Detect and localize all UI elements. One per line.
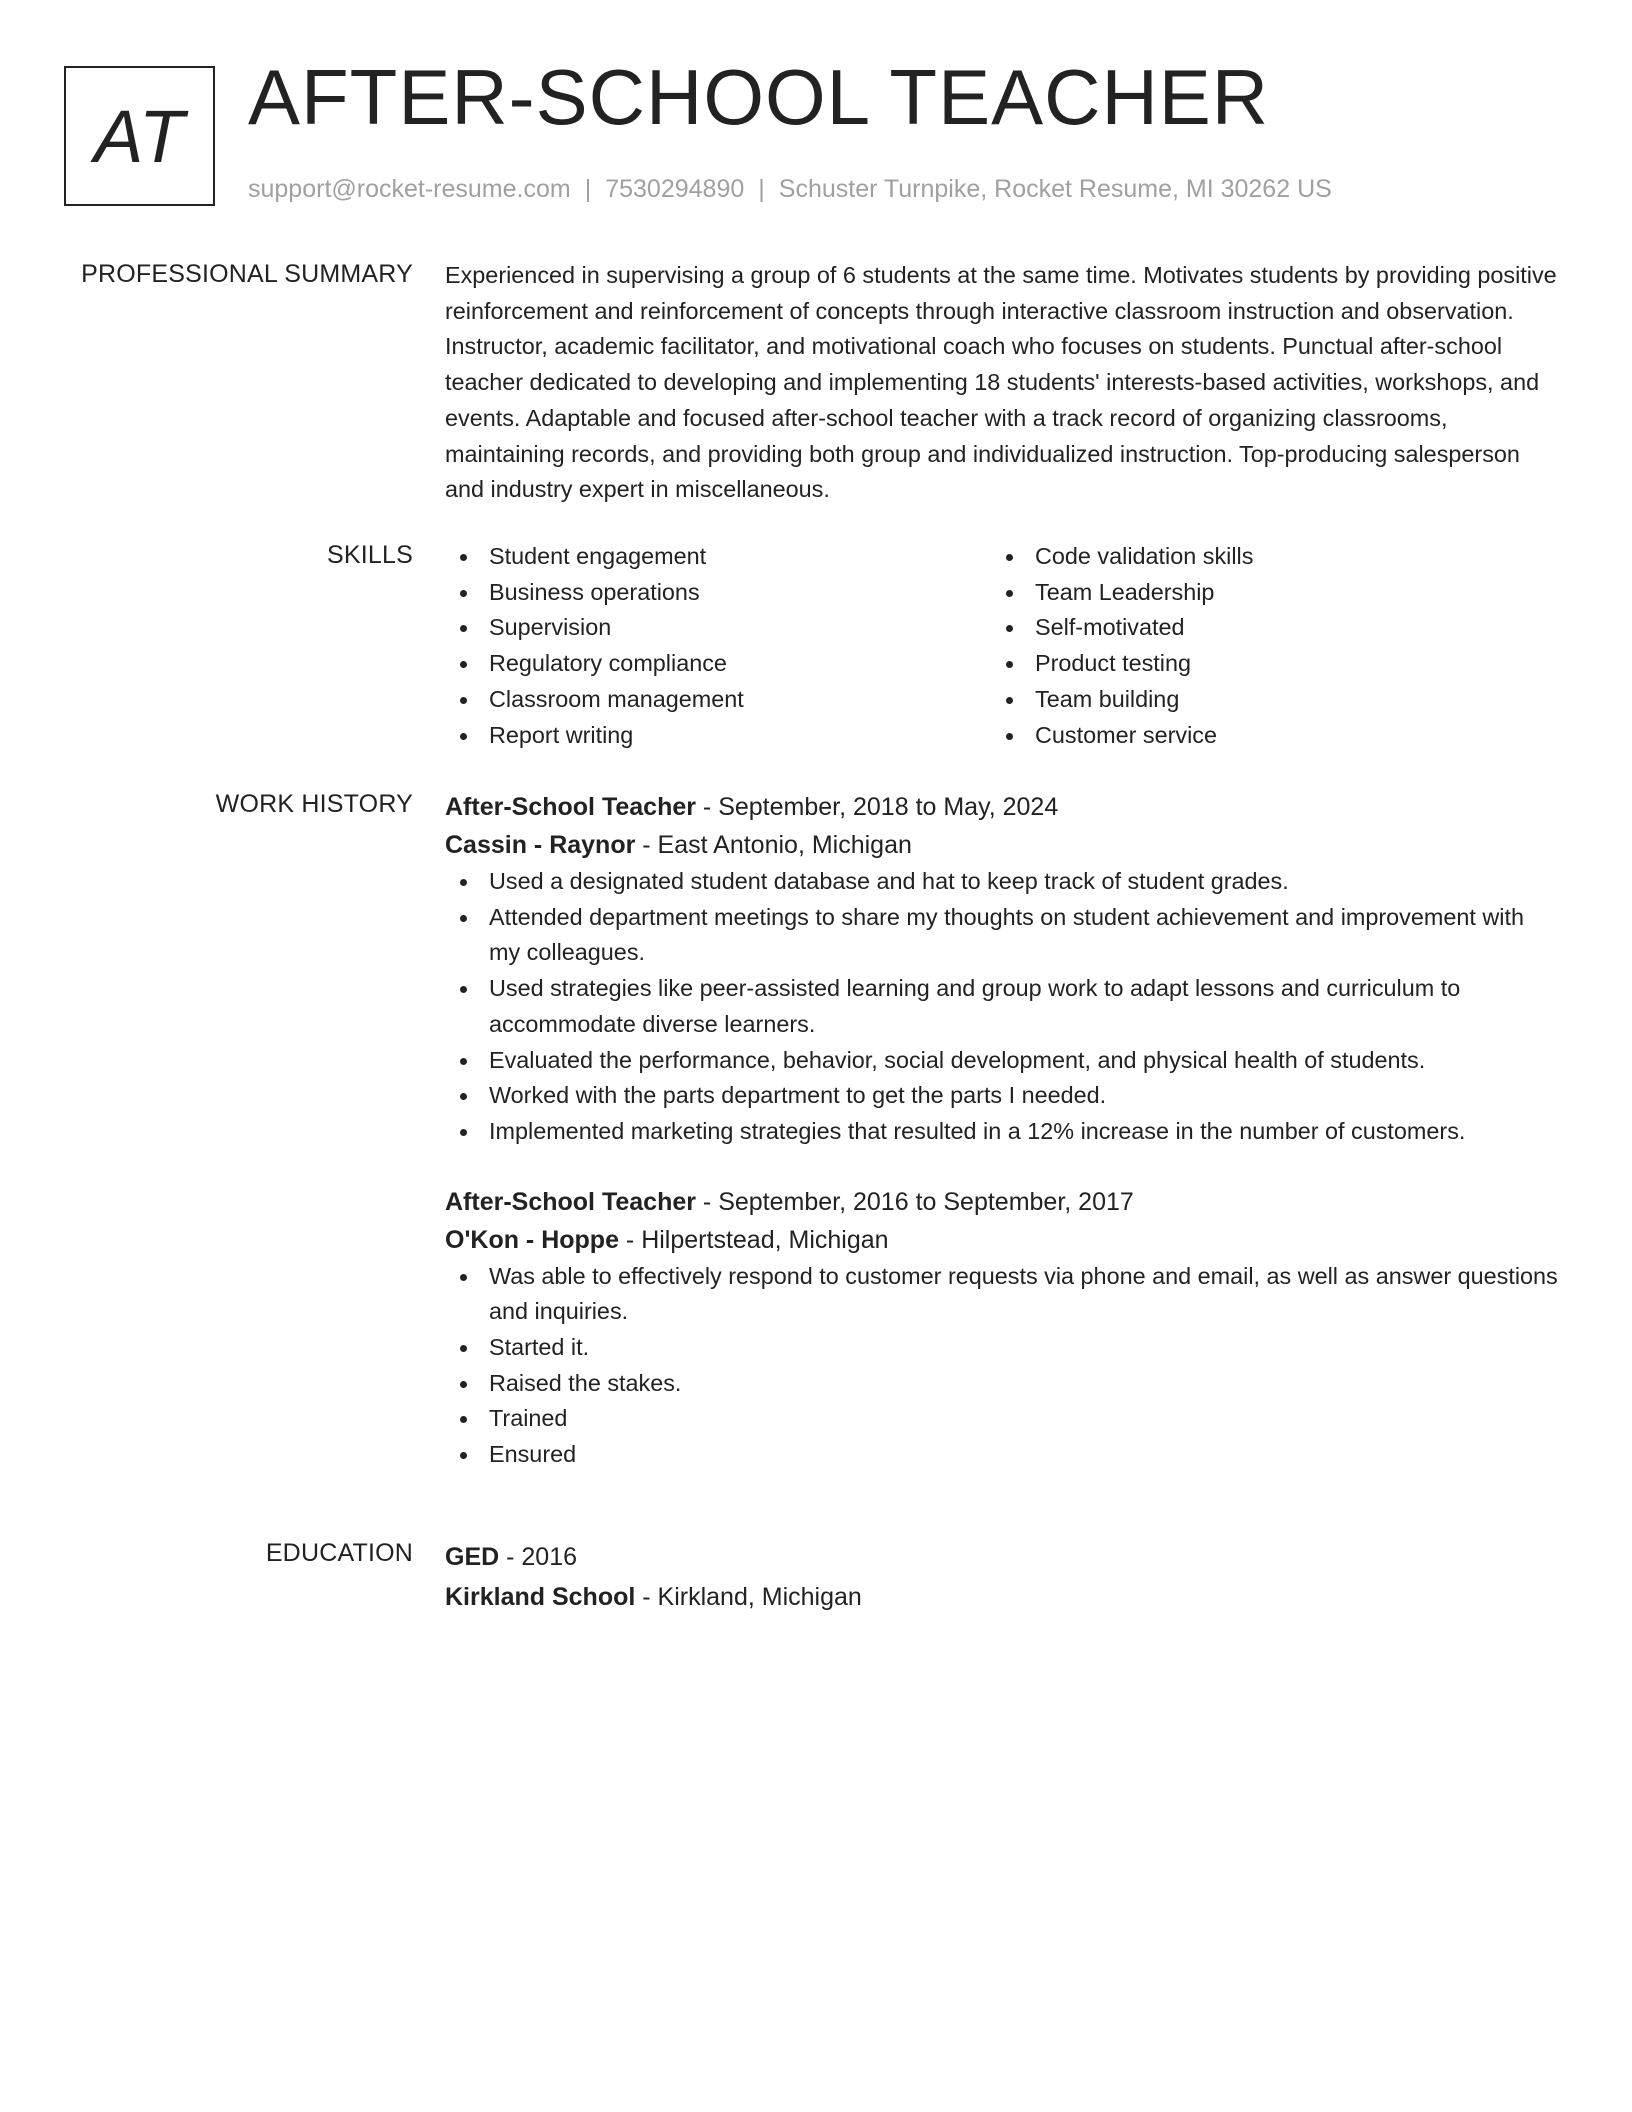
contact-separator: | [758, 175, 765, 203]
education-body [445, 1537, 1560, 1617]
job-title-line [445, 788, 1560, 826]
skills-body [445, 539, 1560, 753]
job-company: Cassin - Raynor [445, 831, 636, 859]
job-bullet-list [445, 864, 1560, 1150]
job-bullet: Used a designated student database and hat to keep track of student grades. [445, 864, 1560, 900]
education-heading: EDUCATION [265, 1539, 413, 1567]
skill-item: Regulatory compliance [445, 646, 991, 682]
skills-list-left [445, 539, 991, 753]
summary-body [445, 258, 1560, 508]
skill-item: Report writing [445, 718, 991, 754]
resume-name: AFTER-SCHOOL TEACHER [248, 53, 1270, 141]
job-title: After-School Teacher [445, 1187, 696, 1216]
skill-item: Code validation skills [991, 539, 1537, 575]
job-dates: - September, 2016 to September, 2017 [695, 1187, 1134, 1216]
job-bullet: Implemented marketing strategies that resulted in a 12% increase in the number of customers. [445, 1114, 1560, 1150]
work-history-heading: WORK HISTORY [215, 790, 413, 818]
education-degree: GED [445, 1543, 500, 1571]
skill-item: Customer service [991, 718, 1537, 754]
job-entry [445, 788, 1560, 1150]
contact-separator: | [584, 175, 592, 203]
job-bullet: Attended department meetings to share my thoughts on student achievement and improvement with my colleagues. [445, 900, 1560, 971]
job-bullet: Ensured [445, 1437, 1560, 1473]
skill-item: Supervision [445, 610, 991, 646]
skills-list-right [991, 539, 1537, 753]
skill-item: Product testing [991, 646, 1537, 682]
skill-item: Team Leadership [991, 575, 1537, 611]
skills-heading: SKILLS [327, 541, 413, 569]
job-bullet: Raised the stakes. [445, 1366, 1560, 1402]
job-location: - Hilpertstead, Michigan [618, 1225, 889, 1254]
contact-line [248, 175, 1332, 204]
skill-item: Classroom management [445, 682, 991, 718]
job-bullet: Started it. [445, 1330, 1560, 1366]
contact-email: support@rocket-resume.com [248, 175, 571, 203]
monogram-box [64, 66, 215, 206]
job-bullet: Trained [445, 1401, 1560, 1437]
job-title-line [445, 1183, 1560, 1221]
skill-item: Team building [991, 682, 1537, 718]
job-location: - East Antonio, Michigan [635, 831, 912, 859]
job-bullet: Was able to effectively respond to customer requests via phone and email, as well as answer questions and inquiries. [445, 1259, 1560, 1330]
education-location: - Kirkland, Michigan [635, 1583, 862, 1611]
skill-item: Student engagement [445, 539, 991, 575]
job-company: O'Kon - Hoppe [445, 1225, 619, 1254]
contact-phone: 7530294890 [605, 175, 745, 203]
job-bullet: Worked with the parts department to get the parts I needed. [445, 1078, 1560, 1114]
job-title: After-School Teacher [445, 793, 696, 821]
skill-item: Business operations [445, 575, 991, 611]
skill-item: Self-motivated [991, 610, 1537, 646]
job-entry [445, 1183, 1560, 1473]
education-degree-line [445, 1537, 1560, 1577]
summary-heading: PROFESSIONAL SUMMARY [81, 260, 413, 288]
job-bullet: Evaluated the performance, behavior, social development, and physical health of students. [445, 1043, 1560, 1079]
education-school: Kirkland School [445, 1583, 636, 1611]
work-history-body [445, 788, 1560, 1473]
monogram-initials: AT [93, 94, 186, 178]
job-bullet-list [445, 1259, 1560, 1473]
education-year: - 2016 [499, 1543, 578, 1571]
education-school-line [445, 1577, 1560, 1617]
job-dates: - September, 2018 to May, 2024 [695, 793, 1059, 821]
job-company-line [445, 1221, 1560, 1259]
summary-text: Experienced in supervising a group of 6 students at the same time. Motivates students by providing positive reinforcement and reinforcement of concepts through interactive classroom instruction and observation. Instructor, academic facilitator, and motivational coach who focuses on students. Punctual after-school teacher dedicated to developing and implementing 18 students' interests-based activities, workshops, and events. Adaptable and focused after-school teacher with a track record of organizing classrooms, maintaining records, and providing both group and individualized instruction. Top-producing salesperson and industry expert in miscellaneous. [445, 262, 1557, 503]
job-bullet: Used strategies like peer-assisted learning and group work to adapt lessons and curriculum to accommodate diverse learners. [445, 971, 1560, 1042]
job-company-line [445, 826, 1560, 864]
contact-address: Schuster Turnpike, Rocket Resume, MI 30262 US [778, 175, 1332, 203]
